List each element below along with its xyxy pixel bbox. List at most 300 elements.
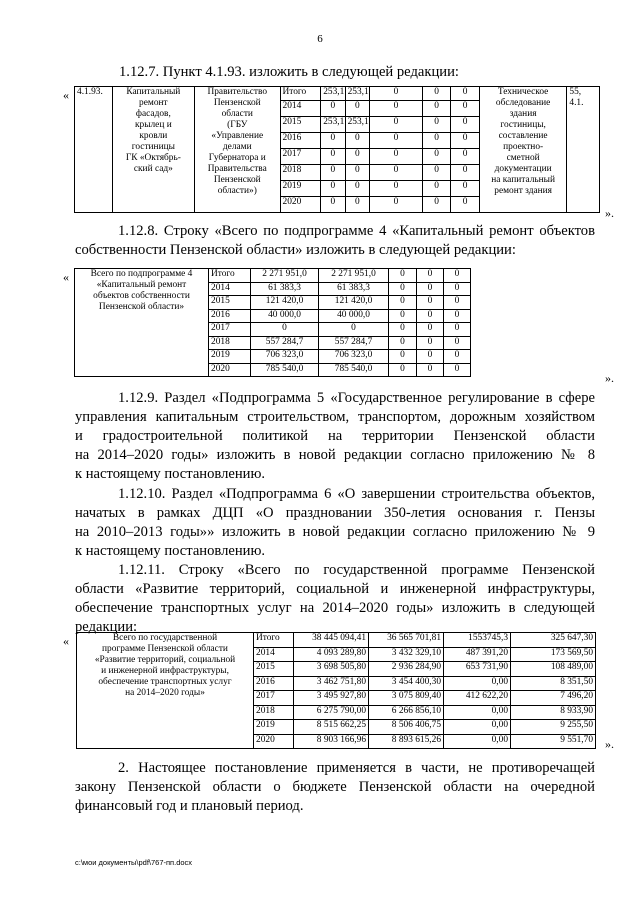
table-cell: 253,1 [323,117,345,127]
table-cell [209,336,251,350]
table-cell [345,197,369,213]
item-1-12-11 [75,561,595,637]
table-cell [280,101,321,117]
table-cell [451,181,479,197]
table-cell [369,676,444,691]
table-cell [370,197,423,213]
table-cell: 0 [400,336,405,347]
table-cell [511,633,596,648]
table-cell [417,296,444,310]
table-cell: 0 [427,350,433,360]
table-cell [389,282,417,296]
table-item-4-1-93 [74,86,600,213]
table-cell [451,101,479,117]
table-cell: 0 [330,165,336,175]
table-cell [321,133,345,149]
table-cell [417,269,444,283]
result-line: сметной [506,153,540,163]
table-cell: 2016 [282,133,302,143]
table-cell [369,633,444,648]
table-cell: 0 [427,282,433,293]
table-cell [444,282,471,296]
table-cell [370,117,423,133]
table-cell [444,363,471,377]
table-cell [321,165,345,181]
table-cell [254,720,294,735]
quote-close-1: ». [605,206,614,220]
table-cell [254,662,294,677]
table-cell [511,705,596,720]
table-cell [389,296,417,310]
item-2 [75,759,595,816]
table-cell: 0,00 [491,676,508,687]
table-cell: 4 093 289,80 [316,647,366,658]
item-1-12-8 [75,222,595,260]
item-1-12-10-line: к настоящему постановлению. [75,543,266,559]
table-cell [209,282,251,296]
table-cell: 0 [330,101,336,111]
table-cell: Итого [211,269,235,279]
cell-indicator [567,87,600,213]
table-cell: Итого [256,633,280,643]
table-cell [251,363,319,377]
table-cell [294,734,369,749]
table-cell [389,336,417,350]
item-name-line: ский сад» [133,164,173,174]
table-cell: 2019 [282,181,302,191]
table-cell: 7 496,20 [560,691,593,701]
table-cell [444,296,471,310]
table-cell [511,720,596,735]
footer-file-path: c:\мои документы\pdf\767-пп.docx [75,858,193,867]
table-cell: 2019 [211,350,230,360]
table-cell [209,363,251,377]
table-cell: 0 [400,296,405,306]
item-1-12-9-line: 1.12.9. Раздел «Подпрограмма 5 «Государственное регулирование в сфере [118,390,595,406]
table-cell: 8 515 662,25 [316,720,366,730]
table-cell [444,336,471,350]
table-cell: 0 [354,101,360,111]
table-cell: 0 [400,363,405,374]
table-cell: 2016 [211,309,230,320]
executor-line: области») [217,186,257,196]
item-1-12-9-line: управления капитальным строительством, транспортом, дорожным хозяйством [75,409,595,425]
table-cell: 2 271 951,0 [331,269,376,279]
table-cell [319,336,389,350]
table-cell: 40 000,0 [337,309,370,320]
program-label-line: Всего по государственной [112,633,218,643]
table-cell: 2014 [256,647,275,658]
table-cell [444,720,511,735]
table-cell [422,101,450,117]
table-cell [389,350,417,364]
table-cell: 40 000,0 [268,309,301,320]
item-1-12-10-line: начатых в рамках ДЦП «О праздновании 350-летия основания г. Пензы [75,505,595,521]
table-cell [370,181,423,197]
item-name-line: Капитальный [126,87,181,97]
item-1-12-9-line: к настоящему постановлению. [75,466,266,482]
table-cell [294,647,369,662]
item-1-12-8-line: собственности Пензенской области» изложить в следующей редакции: [75,242,516,258]
table-cell [417,350,444,364]
item-1-12-9-line: на 2014–2020 годы» изложить в новой редакции согласно приложению № 8 [75,447,595,463]
table-cell: 0 [462,117,468,127]
table-cell [321,181,345,197]
table-cell: 785 540,0 [265,363,304,374]
result-line: ремонт здания [494,186,552,196]
table-cell: 253,1 [347,117,369,127]
table-cell: 0 [400,350,405,360]
table-cell: 412 622,20 [465,691,508,701]
table-cell [417,309,444,323]
table-row [75,269,471,283]
table-cell [251,296,319,310]
table-cell: 706 323,0 [334,350,373,360]
cell-item-number [75,87,113,213]
table-cell: 0 [454,350,460,360]
table-cell: 9 255,50 [560,720,593,730]
table-cell: 0 [462,197,468,207]
result-line: здания [509,109,537,119]
table-cell [451,87,479,101]
table-cell: 3 462 751,80 [316,676,366,687]
table-cell [319,282,389,296]
table-cell [319,323,389,337]
table-cell [280,117,321,133]
subprogram-label-line: Всего по подпрограмме 4 [90,269,193,279]
item-1-12-10 [75,485,595,561]
item-name-line: крылец и [134,120,172,130]
table-cell: 0 [400,282,405,293]
page-number: 6 [317,33,323,45]
table-cell [209,309,251,323]
subprogram-label-line: «Капитальный ремонт [96,280,187,290]
table-cell [417,336,444,350]
indicator-line: 55, [569,87,582,97]
table-cell [294,633,369,648]
table-row [75,87,600,101]
table-cell: 38 445 094,41 [312,633,366,643]
table-cell: 0 [282,323,287,333]
table-cell [369,647,444,662]
table-cell [370,87,423,101]
table-cell [251,323,319,337]
table-cell: 2020 [211,363,230,374]
table-cell: 1553745,3 [468,633,508,643]
table-cell: 3 432 329,10 [391,647,441,658]
table-cell [345,165,369,181]
result-line: на капитальный [491,175,555,185]
item-1-12-7: 1.12.7. Пункт 4.1.93. изложить в следующей редакции: [119,64,459,80]
item-1-12-11-line: области «Развитие территорий, социальной и инженерной инфраструктуры, [75,581,595,597]
table-cell [417,363,444,377]
table-cell: 0 [434,87,439,97]
program-label-line: программе Пензенской области [102,644,228,654]
table-cell: 0 [330,181,336,191]
table-cell: 0 [462,133,468,143]
table-cell: 2020 [256,734,275,745]
table-cell: 0 [393,181,399,191]
table-cell: 557 284,7 [265,336,304,347]
table-cell [280,181,321,197]
executor-line: делами [222,142,252,152]
item-2-line: 2. Настоящее постановление применяется в части, не противоречащей [118,760,595,776]
table-cell: 0 [330,149,336,159]
table-cell [422,165,450,181]
table-cell: 0,00 [491,734,508,745]
item-name-line: гостиницы [131,142,175,152]
table-cell [251,309,319,323]
table-cell: 0 [454,309,460,320]
table-cell: 0 [400,309,405,320]
table-cell [251,269,319,283]
table-cell: 0 [400,269,405,279]
table-cell [370,133,423,149]
result-line: обследование [495,98,551,108]
table-cell: 8 903 166,96 [316,734,366,745]
cell-result [479,87,567,213]
table-cell: 0 [462,181,468,191]
table-cell: 8 351,50 [560,676,593,687]
table-cell: 8 933,90 [560,705,593,716]
table-cell: 2017 [211,323,230,333]
table-cell [280,87,321,101]
table-cell: 0 [454,323,460,333]
table-cell: 0 [427,323,433,333]
program-label-line: на 2014–2020 годы» [125,688,205,698]
table-cell: 0 [393,133,399,143]
table-cell [389,363,417,377]
table-cell [389,309,417,323]
table-cell [345,87,369,101]
program-label-line: «Развитие территорий, социальной [94,655,236,665]
table-cell: 0 [330,133,336,143]
table-cell [444,323,471,337]
table-cell [422,87,450,101]
executor-line: «Управление [211,131,264,141]
quote-open-2: « [63,270,69,284]
table-cell: 0 [434,101,439,111]
table-cell: 3 454 400,30 [391,676,441,687]
item-2-line: финансовый год и плановый период. [75,798,304,814]
table-cell [422,117,450,133]
table-cell: 0 [454,336,460,347]
table-cell [280,165,321,181]
table-cell: 785 540,0 [334,363,373,374]
table-cell: 2020 [282,197,302,207]
table-cell: 0 [434,181,439,191]
table-cell [369,691,444,706]
item-1-12-9 [75,389,595,484]
item-name-line: ГК «Октябрь- [125,153,181,163]
table-cell: 0 [462,101,468,111]
item-1-12-11-line: обеспечение транспортных услуг на 2014–2020 годы» изложить в следующей [75,600,595,616]
table-cell [389,323,417,337]
table-cell [370,149,423,165]
table-cell: 61 383,3 [268,282,301,293]
table-cell [280,133,321,149]
table-cell: 0 [434,133,439,143]
table-cell: 2016 [256,676,275,687]
cell-subprogram-label [75,269,209,377]
table-cell [422,197,450,213]
table-cell: 0 [393,197,399,207]
table-cell [511,691,596,706]
table-cell [280,197,321,213]
table-cell: 0,00 [491,720,508,730]
program-label-line: обеспечение транспортных услуг [98,677,232,687]
table-cell [254,734,294,749]
table-cell: 36 565 701,81 [387,633,441,643]
table-cell: 557 284,7 [334,336,373,347]
subprogram-label-line: объектов собственности [93,291,190,301]
table-cell: 3 075 809,40 [391,691,441,701]
table-cell [319,296,389,310]
table-cell: 0 [462,149,468,159]
result-line: документации [494,164,552,174]
table-cell [444,350,471,364]
table-cell: 0 [354,149,360,159]
table-cell [451,133,479,149]
table-cell: 0 [393,87,399,97]
table-cell: 253,1 [347,87,369,97]
executor-line: Губернатора и [208,153,266,163]
table-cell [209,296,251,310]
table-cell: 0 [354,165,360,175]
table-cell [511,734,596,749]
table-cell [444,676,511,691]
item-1-12-9-line: и градостроительной политикой на территории Пензенской области [75,428,595,444]
result-line: гостиницы, [500,120,546,130]
table-cell [444,691,511,706]
table-cell [422,181,450,197]
executor-line: Пензенской [213,98,261,108]
table-cell [251,336,319,350]
table-cell: 0 [454,269,460,279]
table-cell [294,691,369,706]
table-cell: 6 266 856,10 [391,705,441,716]
table-cell [345,181,369,197]
table-cell [321,117,345,133]
table-cell [370,165,423,181]
item-number: 4.1.93. [77,87,103,97]
executor-line: Пензенской [213,175,261,185]
result-line: Техническое [497,87,549,97]
table-cell: 0 [354,181,360,191]
table-cell: 2015 [256,662,275,672]
executor-line: области [221,109,253,119]
table-cell [417,282,444,296]
table-cell: 2017 [256,691,275,701]
indicator-line: 4.1. [569,98,584,108]
cell-executor [195,87,280,213]
table-cell: 2014 [211,282,230,293]
item-1-12-10-line: на 2010–2013 годы»» изложить в новой редакции согласно приложению № 9 [75,524,595,540]
table-cell [389,269,417,283]
table-cell: 121 420,0 [265,296,304,306]
table-cell [321,197,345,213]
item-name-line: кровли [139,131,168,141]
item-1-12-11-line: 1.12.11. Строку «Всего по государственной программе Пензенской [118,562,595,578]
table-cell: 9 551,70 [560,734,593,745]
table-cell [345,133,369,149]
table-cell: 0 [427,269,433,279]
table-cell: 6 275 790,00 [316,705,366,716]
table-cell: 0 [393,117,399,127]
table-cell: 0 [462,165,468,175]
table-cell [345,149,369,165]
table-cell: 2015 [282,117,302,127]
table-cell: 2 271 951,0 [262,269,307,279]
table-cell: 0,00 [491,705,508,716]
table-cell [511,676,596,691]
table-cell: 2018 [256,705,275,716]
table-cell: 0 [400,323,405,333]
table-cell [294,720,369,735]
quote-close-3: ». [605,737,614,751]
item-2-line: закону Пензенской области о бюджете Пензенской области на очередной [75,779,595,795]
table-cell: 0 [434,197,439,207]
table-cell [444,269,471,283]
table-cell [209,323,251,337]
table-cell [369,662,444,677]
quote-open-1: « [63,88,69,102]
table-cell [209,350,251,364]
table-cell [254,676,294,691]
table-cell: 0 [427,296,433,306]
table-cell [321,149,345,165]
cell-program-label [77,633,254,749]
cell-item-name [112,87,194,213]
table-cell: 0 [454,296,460,306]
table-cell [451,149,479,165]
table-cell: 487 391,20 [465,647,508,658]
table-cell: 3 495 927,80 [316,691,366,701]
table-cell [319,350,389,364]
table-cell [251,350,319,364]
table-cell: 253,1 [323,87,345,97]
program-label-line: и инженерной инфраструктуры, [101,666,229,676]
table-cell: 706 323,0 [265,350,304,360]
table-cell [345,117,369,133]
table-cell: 2014 [282,101,302,111]
table-cell: Итого [282,87,307,97]
table-cell [294,676,369,691]
table-cell [422,133,450,149]
table-cell [319,363,389,377]
table-cell: 0 [393,149,399,159]
item-1-12-11-line: редакции: [75,619,138,635]
table-cell [319,269,389,283]
item-1-12-8-line: 1.12.8. Строку «Всего по подпрограмме 4 «Капитальный ремонт объектов [118,223,595,239]
table-cell [444,647,511,662]
table-cell: 0 [393,165,399,175]
table-cell: 0 [330,197,336,207]
table-cell [254,647,294,662]
table-cell: 0 [351,323,356,333]
table-cell [319,309,389,323]
table-cell [370,101,423,117]
table-cell [280,149,321,165]
table-cell: 3 698 505,80 [316,662,366,672]
executor-line: Правительство [207,87,268,97]
table-cell [451,117,479,133]
table-cell: 2 936 284,90 [391,662,441,672]
table-cell: 2015 [211,296,230,306]
table-cell: 0 [354,133,360,143]
table-cell: 8 506 406,75 [391,720,441,730]
table-cell: 653 731,90 [465,662,508,672]
